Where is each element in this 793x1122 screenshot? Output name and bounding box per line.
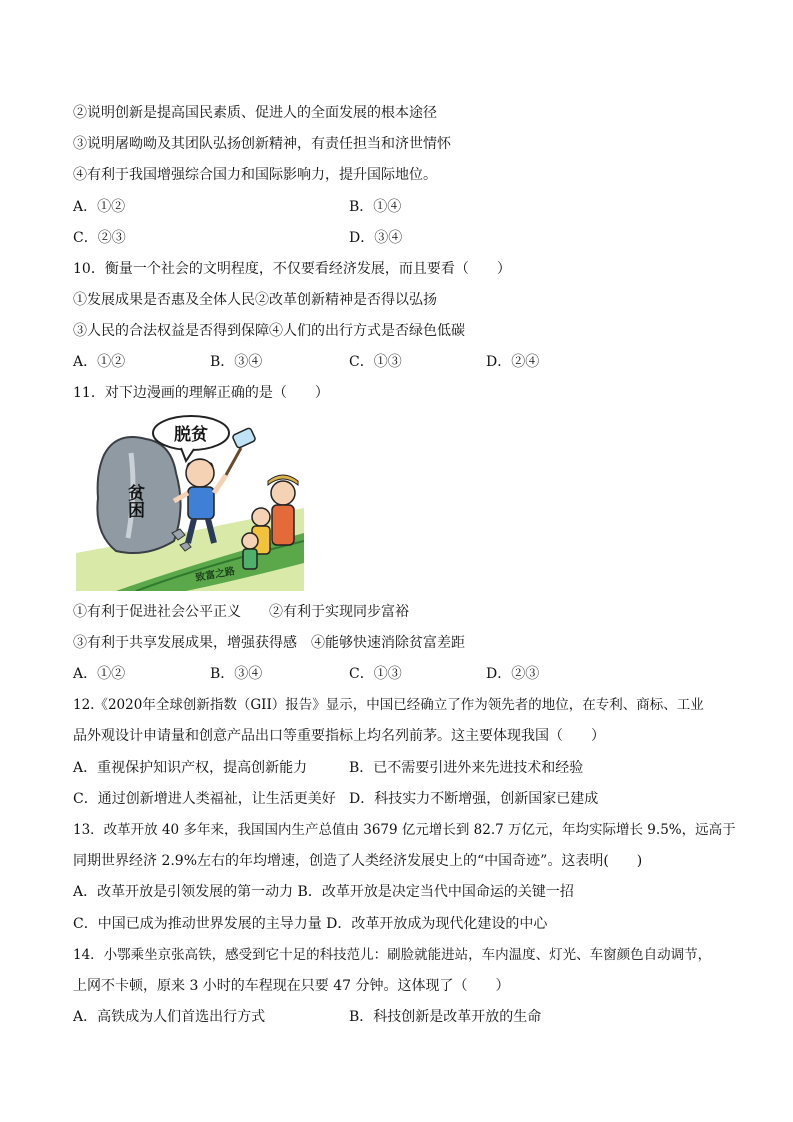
q10-option-d: D．②④ <box>486 354 540 370</box>
q11-statements-1-2: ①有利于促进社会公平正义 ②有利于实现同步富裕 <box>73 604 409 620</box>
q10-option-c: C．①③ <box>349 354 402 370</box>
q9-statement-3: ③说明屠呦呦及其团队弘扬创新精神，有责任担当和济世情怀 <box>73 136 451 152</box>
q11-option-d: D．②③ <box>486 666 540 682</box>
q13-stem-line-2: 同期世界经济 2.9%左右的年均增速，创造了人类经济发展史上的“中国奇迹”。这表明( ) <box>73 853 643 869</box>
q14-option-b: B．科技创新是改革开放的生命 <box>349 1009 542 1025</box>
cartoon-road-text: 致富之路 <box>194 566 236 584</box>
q12-option-d: D．科技实力不断增强，创新国家已建成 <box>349 791 599 807</box>
q11-option-c: C．①③ <box>349 666 402 682</box>
q9-statement-4: ④有利于我国增强综合国力和国际影响力，提升国际地位。 <box>73 167 437 183</box>
q12-option-c: C．通过创新增进人类福祉，让生活更美好 <box>73 791 336 807</box>
q11-stem: 11．对下边漫画的理解正确的是（ ） <box>73 385 329 401</box>
q12-stem-line-1: 12.《2020年全球创新指数（GII）报告》显示，中国已经确立了作为领先者的地位，在专利、商标、工业 <box>73 697 704 713</box>
q13-options-a-b: A．改革开放是引领发展的第一动力 B．改革开放是决定当代中国命运的关键一招 <box>73 884 574 900</box>
q9-option-a: A．①② <box>73 199 126 215</box>
q10-option-b: B．③④ <box>210 354 263 370</box>
q9-option-c: C．②③ <box>73 230 126 246</box>
q12-option-b: B．已不需要引进外来先进技术和经验 <box>349 760 584 776</box>
q14-option-a: A．高铁成为人们首选出行方式 <box>73 1009 266 1025</box>
q12-option-a: A．重视保护知识产权，提高创新能力 <box>73 760 308 776</box>
q11-option-a: A．①② <box>73 666 126 682</box>
cartoon-bubble-text: 脱贫 <box>174 425 208 445</box>
q11-statements-3-4: ③有利于共享发展成果，增强获得感 ④能够快速消除贫富差距 <box>73 635 465 651</box>
q9-option-b: B．①④ <box>349 199 402 215</box>
q11-option-b: B．③④ <box>210 666 263 682</box>
poverty-cartoon-image <box>76 413 304 591</box>
q13-stem-line-1: 13．改革开放 40 多年来，我国国内生产总值由 3679 亿元增长到 82.7 万亿元，年均实际增长 9.5%，远高于 <box>73 822 736 838</box>
q10-statements-3-4: ③人民的合法权益是否得到保障④人们的出行方式是否绿色低碳 <box>73 323 465 339</box>
q9-statement-2: ②说明创新是提高国民素质、促进人的全面发展的根本途径 <box>73 105 437 121</box>
q14-stem-line-1: 14．小鄂乘坐京张高铁，感受到它十足的科技范儿：刷脸就能进站，车内温度、灯光、车窗颜色自动调节， <box>73 947 712 963</box>
q13-options-c-d: C．中国已成为推动世界发展的主导力量 D．改革开放成为现代化建设的中心 <box>73 916 548 932</box>
q12-stem-line-2: 品外观设计申请量和创意产品出口等重要指标上均名列前茅。这主要体现我国（ ） <box>73 728 605 744</box>
q14-stem-line-2: 上网不卡顿，原来 3 小时的车程现在只要 47 分钟。这体现了（ ） <box>73 978 510 994</box>
q10-stem: 10．衡量一个社会的文明程度，不仅要看经济发展，而且要看（ ） <box>73 261 511 277</box>
q9-option-d: D．③④ <box>349 230 403 246</box>
q10-option-a: A．①② <box>73 354 126 370</box>
cartoon-rock-text: 贫困 <box>124 484 144 518</box>
q10-statements-1-2: ①发展成果是否惠及全体人民②改革创新精神是否得以弘扬 <box>73 292 437 308</box>
